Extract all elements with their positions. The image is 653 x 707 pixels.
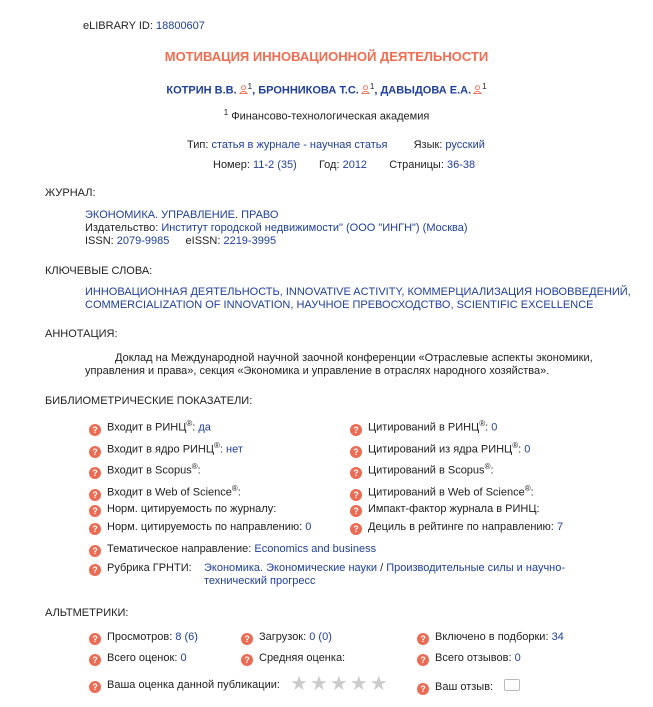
help-icon[interactable]: ?: [241, 654, 253, 666]
author-link[interactable]: КОТРИН В.В.: [166, 84, 237, 97]
keywords-line-2[interactable]: COMMERCIALIZATION OF INNOVATION, НАУЧНОЕ ПРЕВОСХОДСТВО, SCIENTIFIC EXCELLENCE: [85, 299, 594, 311]
journal-header: ЖУРНАЛ:: [45, 187, 96, 199]
core-in-row: ? Входит в ядро РИНЦ®: нет: [89, 441, 243, 458]
cit-rinc-row: ? Цитирований в РИНЦ®: 0: [350, 419, 497, 436]
help-icon[interactable]: ?: [89, 633, 101, 645]
issn-line: ISSN: 2079-9985 eISSN: 2219-3995: [85, 235, 277, 247]
type-line: Тип: статья в журнале - научная статья Язык: русский: [187, 139, 485, 151]
issue-number-link[interactable]: 11-2 (35): [252, 159, 297, 171]
help-icon[interactable]: ?: [89, 681, 101, 693]
views-row: ? Просмотров: 8 (6): [89, 631, 198, 645]
publisher-line: Издательство: Институт городской недвижимости" (ООО "ИНГН") (Москва): [85, 222, 468, 234]
scopus-in-row: ? Входит в Scopus®:: [89, 462, 201, 479]
help-icon[interactable]: ?: [89, 446, 101, 458]
annotation-line-1: Доклад на Международной научной заочной конференции «Отраслевые аспекты экономики,: [115, 352, 593, 364]
help-icon[interactable]: ?: [89, 523, 101, 535]
collections-row: ? Включено в подборки: 34: [417, 631, 564, 645]
star-icon[interactable]: ★: [349, 673, 368, 695]
person-icon: [361, 85, 370, 94]
help-icon[interactable]: ?: [89, 424, 101, 436]
grnti-row: ? Рубрика ГРНТИ:: [89, 562, 192, 576]
person-icon: [239, 85, 248, 94]
collections-link[interactable]: 34: [551, 631, 564, 643]
help-icon[interactable]: ?: [89, 654, 101, 666]
your-rating-row: ? Ваша оценка данной публикации:: [89, 679, 280, 693]
help-icon[interactable]: ?: [241, 633, 253, 645]
reviews-row: ? Всего отзывов: 0: [417, 652, 521, 666]
help-icon[interactable]: ?: [350, 505, 362, 517]
help-icon[interactable]: ?: [89, 545, 101, 557]
keywords-header: КЛЮЧЕВЫЕ СЛОВА:: [45, 265, 153, 277]
comment-icon[interactable]: [504, 679, 520, 691]
help-icon[interactable]: ?: [350, 424, 362, 436]
issue-line: Номер: 11-2 (35) Год: 2012 Страницы: 36-38: [213, 159, 476, 171]
cit-scopus-row: ? Цитирований в Scopus®:: [350, 462, 494, 479]
cit-wos-row: ? Цитирований в Web of Science®:: [350, 484, 534, 501]
page-title: МОТИВАЦИЯ ИННОВАЦИОННОЙ ДЕЯТЕЛЬНОСТИ: [164, 49, 489, 64]
affiliation: $^1$ Финансово-технологическая академия: [223, 108, 430, 123]
avg-row: ? Средняя оценка:: [241, 652, 345, 666]
help-icon[interactable]: ?: [350, 489, 362, 501]
grnti-link-1[interactable]: Экономика. Экономические науки: [204, 562, 378, 574]
help-icon[interactable]: ?: [350, 467, 362, 479]
norm-journal-row: ? Норм. цитируемость по журналу:: [89, 503, 276, 517]
keywords-line-1[interactable]: ИННОВАЦИОННАЯ ДЕЯТЕЛЬНОСТЬ, INNOVATIVE ACTIVITY, КОММЕРЦИАЛИЗАЦИЯ НОВОВВЕДЕНИЙ,: [85, 286, 631, 298]
authors: КОТРИН В.В. $^1$, БРОННИКОВА Т.С. $^1$, ДАВЫДОВА Е.А. $^1$: [166, 82, 487, 97]
rating-stars: [290, 671, 390, 696]
help-icon[interactable]: ?: [89, 489, 101, 501]
help-icon[interactable]: ?: [89, 505, 101, 517]
grnti-link-2[interactable]: Производительные силы и научно-: [386, 562, 566, 574]
affiliation-link[interactable]: Финансово-технологическая академия: [231, 110, 430, 123]
grnti-value: Экономика. Экономические науки / Производительные силы и научно-: [204, 562, 566, 574]
star-icon[interactable]: ★: [369, 673, 388, 695]
impact-row: ? Импакт-фактор журнала в РИНЦ:: [350, 503, 540, 517]
altmetrics-header: АЛЬТМЕТРИКИ:: [45, 607, 129, 619]
cit-core-row: ? Цитирований из ядра РИНЦ®: 0: [350, 441, 530, 458]
elibrary-id: eLIBRARY ID: 18800607: [83, 20, 205, 32]
publisher-link[interactable]: Институт городской недвижимости" (ООО "ИНГН") (Москва): [161, 222, 468, 234]
person-icon: [473, 85, 482, 94]
rinc-in-row: ? Входит в РИНЦ®: да: [89, 419, 211, 436]
author-link[interactable]: БРОННИКОВА Т.С.: [258, 84, 359, 97]
help-icon[interactable]: ?: [89, 467, 101, 479]
theme-row: ? Тематическое направление: Economics and business: [89, 543, 376, 557]
help-icon[interactable]: ?: [417, 654, 429, 666]
decile-row: ? Дециль в рейтинге по направлению: 7: [350, 521, 563, 535]
help-icon[interactable]: ?: [350, 523, 362, 535]
help-icon[interactable]: ?: [417, 683, 429, 695]
help-icon[interactable]: ?: [89, 564, 101, 576]
annotation-header: АННОТАЦИЯ:: [45, 328, 118, 340]
grnti-value-line-2[interactable]: технический прогресс: [204, 575, 316, 587]
biblio-header: БИБЛИОМЕТРИЧЕСКИЕ ПОКАЗАТЕЛИ:: [45, 395, 253, 407]
wos-in-row: ? Входит в Web of Science®:: [89, 484, 241, 501]
ratings-row: ? Всего оценок: 0: [89, 652, 187, 666]
help-icon[interactable]: ?: [350, 446, 362, 458]
star-icon[interactable]: ★: [329, 673, 348, 695]
your-review-row: ? Ваш отзыв:: [417, 679, 520, 695]
help-icon[interactable]: ?: [417, 633, 429, 645]
star-icon[interactable]: ★: [290, 673, 308, 695]
downloads-row: ? Загрузок: 0 (0): [241, 631, 332, 645]
annotation-line-2: управления и права», секция «Экономика и управление в отраслях народного хозяйства».: [85, 365, 550, 377]
journal-link[interactable]: ЭКОНОМИКА. УПРАВЛЕНИЕ. ПРАВО: [85, 209, 279, 221]
elibrary-id-value: 18800607: [155, 20, 205, 32]
norm-direction-row: ? Норм. цитируемость по направлению: 0: [89, 521, 311, 535]
star-icon[interactable]: ★: [309, 673, 328, 695]
author-link[interactable]: ДАВЫДОВА Е.А.: [380, 84, 472, 97]
